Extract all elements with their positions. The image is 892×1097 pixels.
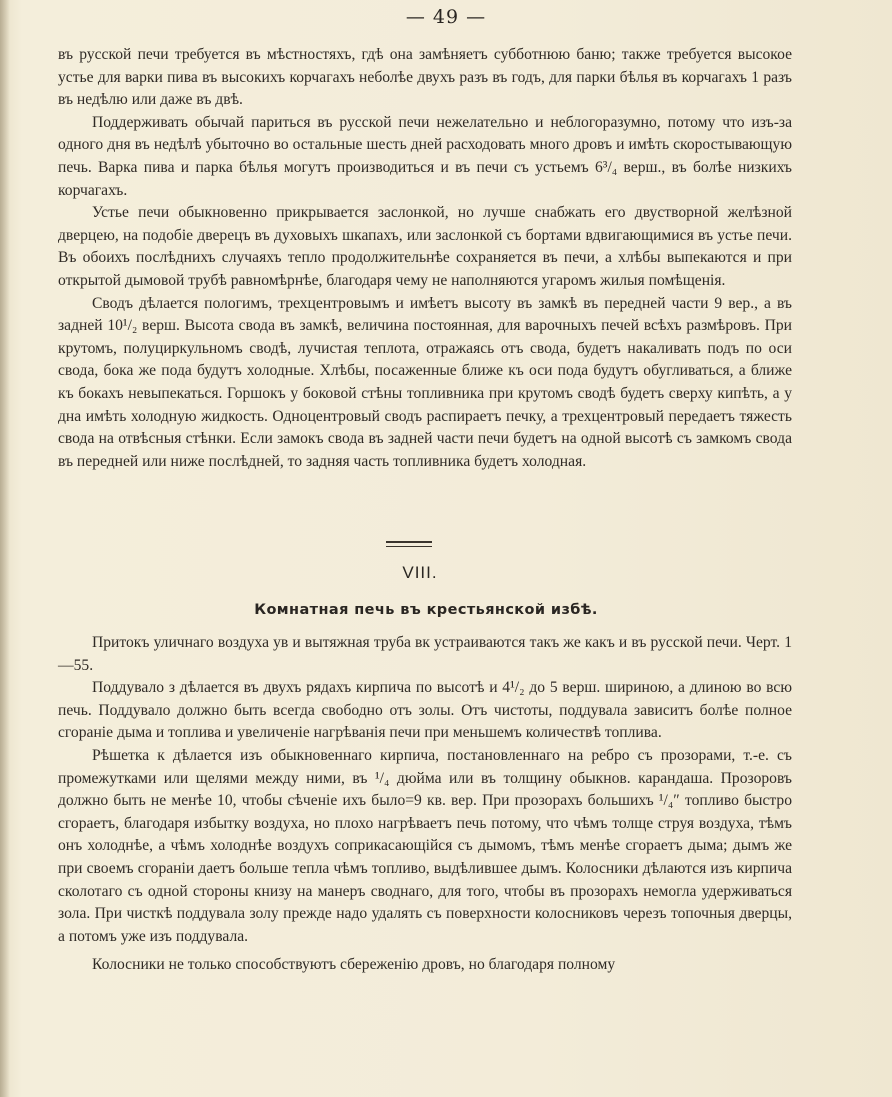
section-title: Комнатная печь въ крестьянской избѣ. xyxy=(254,602,598,618)
binding-shadow xyxy=(0,0,10,1097)
paragraph: Устье печи обыкновенно прикрывается заслонкой, но лучше снабжать его двустворной желѣзной дверцею, на подобіе дверецъ въ духовыхъ шкапахъ, или заслонкой съ бортами вдвигающимися въ устье печи. Въ обоихъ послѣднихъ случаяхъ тепло продолжительнѣе сохраняется въ печи, а хлѣбы выпекаются и при открытой дымовой трубѣ равномѣрнѣе, благодаря чему не наполняются угаромъ жилыя помѣщенія. xyxy=(58,204,792,289)
paragraph: въ русской печи требуется въ мѣстностяхъ, гдѣ она замѣняетъ субботнюю баню; также требуется высокое устье для варки пива въ высокихъ корчагахъ неболѣе двухъ разъ въ годъ, для парки бѣлья въ корчагахъ 1 разъ въ недѣлю или даже въ двѣ. xyxy=(58,46,792,109)
paragraph: Колосники не только способствуютъ сбереженію дровъ, но благодаря полному xyxy=(92,956,616,974)
paragraph: Поддувало з дѣлается въ двухъ рядахъ кирпича по высотѣ и 4¹/₂ до 5 верш. шириною, а длиною во всю печь. Поддувало должно быть всегда свободно отъ золы. Отъ чистоты, поддувала зависитъ болѣе полное сгораніе дыма и топлива и увеличеніе нагрѣванія печи при меньшемъ количествѣ топлива. xyxy=(58,679,792,742)
paragraph: Притокъ уличнаго воздуха ув и вытяжная труба вк устраиваются такъ же какъ и въ русской печи. Черт. 1—55. xyxy=(58,634,792,674)
section-divider xyxy=(386,541,432,547)
section-number: VIII. xyxy=(402,563,438,582)
text-block-top xyxy=(58,44,792,473)
paragraph: Сводъ дѣлается пологимъ, трехцентровымъ и имѣетъ высоту въ замкѣ въ передней части 9 вер., а въ задней 10¹/₂ верш. Высота свода въ замкѣ, величина постоянная, для варочныхъ печей всѣхъ размѣровъ. При крутомъ, полуциркульномъ сводѣ, лучистая теплота, отражаясь отъ свода, будетъ накаливать подъ по оси свода, бока же пода будутъ холодные. Хлѣбы, посаженные ближе къ оси пода будутъ обугливаться, а ближе къ бокахъ невыпекаться. Горшокъ у боковой стѣны топливника при крутомъ сводѣ будетъ сверху кипѣть, а у дна имѣть холодную жидкость. Одноцентровый сводъ распираетъ печку, а трехцентровый передаетъ тяжесть свода на отвѣсныя стѣнки. Если замокъ свода въ задней части печи будетъ на одной высотѣ съ замкомъ свода въ передней или ниже послѣдней, то задняя часть топливника будетъ холодная. xyxy=(58,294,792,470)
text-block-bottom xyxy=(58,632,792,977)
paragraph: Рѣшетка к дѣлается изъ обыкновеннаго кирпича, постановленнаго на ребро съ прозорами, т.-е. съ промежутками или щелями между ними, въ ¹/₄ дюйма или въ толщину обыкнов. карандаша. Прозоровъ должно быть не менѣе 10, чтобы сѣченіе ихъ было=9 кв. вер. При прозорахъ большихъ ¹/₄″ топливо быстро сгораетъ, благодаря избытку воздуха, но плохо нагрѣваетъ печь потому, что чѣмъ толще струя воздуха, тѣмъ онъ холоднѣе, а чѣмъ холоднѣе воздухъ соприкасающійся съ дымомъ, тѣмъ менѣе сгораетъ дыма; дымъ же при своемъ сгораніи даетъ больше тепла чѣмъ топливо, выдѣлившее дымъ. Колосники дѣлаются изъ кирпича сколотаго съ одной стороны книзу на манеръ своднаго, для того, чтобы въ прозорахъ немогла удерживаться зола. При чисткѣ поддувала золу прежде надо удалять съ поверхности колосниковъ черезъ топочныя дверцы, а потомъ уже изъ поддувала. xyxy=(58,746,792,945)
page-number: — 49 — xyxy=(405,6,487,28)
paragraph: Поддерживать обычай париться въ русской печи нежелательно и неблогоразумно, потому что изъ-за одного дня въ недѣлѣ убыточно во остальные шесть дней расходовать много дровъ и имѣть скоростывающую печь. Варка пива и парка бѣлья могутъ производиться и въ печи съ устьемъ 6³/₄ верш., въ болѣе низкихъ корчагахъ. xyxy=(58,113,792,199)
